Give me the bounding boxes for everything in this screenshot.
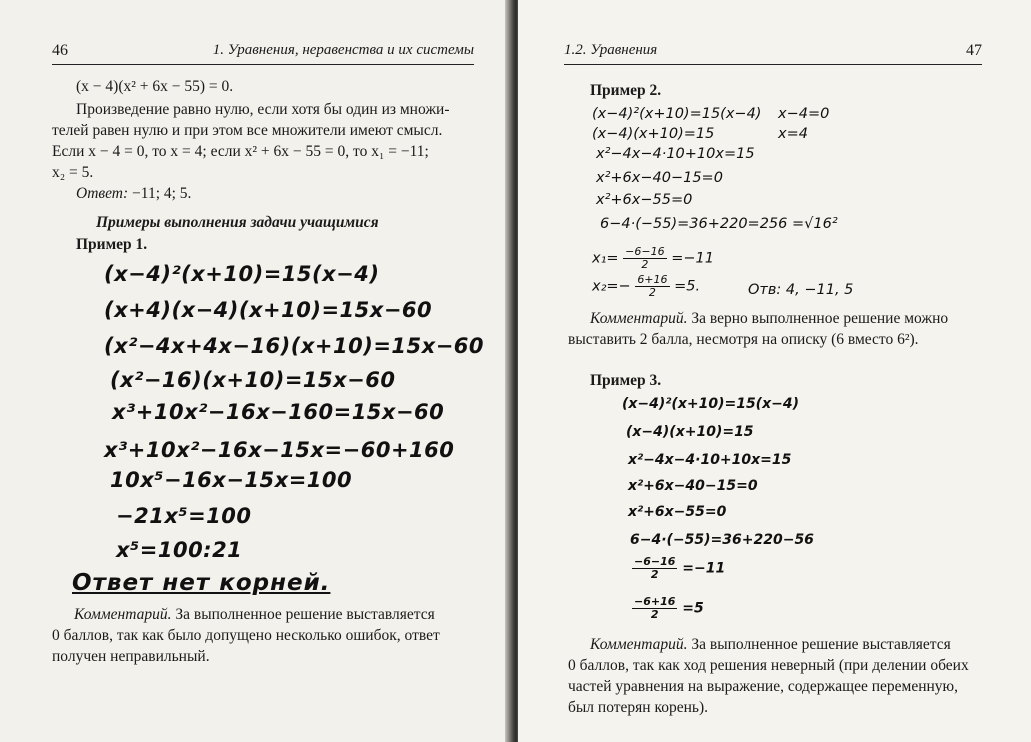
comment2-paragraph: [568, 308, 986, 329]
fraction-2-numerator: −6+16: [634, 595, 676, 608]
fraction-1-denominator: 2: [650, 568, 659, 581]
handwritten-line: x²−4x−4·10+10x=15: [628, 452, 792, 468]
right-page-number: 47: [966, 42, 982, 59]
comment2-line: выставить 2 балла, несмотря на описку (6 вместо 6²).: [568, 331, 919, 348]
handwritten-line: x²+6x−55=0: [628, 504, 727, 520]
handwritten-line: (x−4)(x+10)=15: [592, 126, 715, 142]
handwritten-line: 10x⁵−16x−15x=100: [110, 468, 353, 492]
handwritten-line: x²+6x−40−15=0: [628, 478, 758, 494]
left-page-header: [52, 40, 474, 65]
comment-line: За выполненное решение выставляется: [175, 606, 435, 623]
comment3-label: Комментарий.: [590, 636, 688, 653]
fraction-1-value: =−11: [682, 560, 726, 577]
comment-line: получен неправильный.: [52, 648, 210, 665]
left-header-title: 1. Уравнения, неравенства и их системы: [212, 42, 474, 58]
x2-value: =5.: [674, 278, 701, 295]
right-page: [518, 0, 1031, 742]
comment-line: 0 баллов, так как было допущено несколько ошибок, ответ: [52, 627, 440, 644]
example2-handwritten-answer: Отв: 4, −11, 5: [748, 282, 854, 298]
comment3-line: 0 баллов, так как ход решения неверный (при делении обеих: [568, 657, 969, 674]
right-page-header: [564, 40, 982, 65]
handwritten-line: (x−4)²(x+10)=15(x−4): [104, 262, 380, 286]
handwritten-line: x³+10x²−16x−160=15x−60: [112, 400, 445, 424]
x1-fraction: [623, 246, 666, 271]
fraction-2-value: =5: [682, 600, 704, 617]
handwritten-line: x²−4x−4·10+10x=15: [596, 146, 755, 162]
right-header-title: 1.2. Уравнения: [564, 42, 658, 58]
handwritten-line: 6−4·(−55)=36+220=256 =√16²: [600, 216, 838, 232]
comment3-line: За выполненное решение выставляется: [691, 636, 951, 653]
handwritten-line: (x−4)(x+10)=15: [626, 424, 754, 440]
x2-denominator: 2: [648, 286, 656, 299]
comment2-line: За верно выполненное решение можно: [691, 310, 949, 327]
answer-line: [76, 183, 191, 204]
answer-value: −11; 4; 5.: [132, 185, 192, 202]
answer-label: Ответ:: [76, 185, 129, 202]
fraction-1-numerator: −6−16: [634, 555, 676, 568]
comment3-line: был потерян корень).: [568, 699, 708, 716]
example1-title: Пример 1.: [76, 236, 148, 253]
x2-label: x₂=−: [592, 278, 631, 295]
comment3-paragraph: [568, 634, 986, 655]
handwritten-line: x²+6x−55=0: [596, 192, 693, 208]
handwritten-line: x²+6x−40−15=0: [596, 170, 723, 186]
fraction-2-denominator: 2: [650, 608, 659, 621]
equation-line: (x − 4)(x² + 6x − 55) = 0.: [76, 78, 234, 95]
handwritten-line: x⁵=100:21: [116, 538, 243, 562]
x2-numerator: 6+16: [637, 273, 668, 286]
handwritten-line: (x+4)(x−4)(x+10)=15x−60: [104, 298, 433, 322]
left-page: [0, 0, 512, 742]
fraction-2: [632, 596, 677, 621]
example2-title: Пример 2.: [590, 82, 662, 99]
fraction-1: [632, 556, 677, 581]
comment-paragraph: [52, 604, 476, 625]
handwritten-line: −21x⁵=100: [116, 504, 252, 528]
handwritten-side-line: x−4=0: [778, 106, 830, 122]
x2-fraction: [635, 274, 669, 299]
handwritten-root-x1: [592, 246, 714, 271]
comment-label: Комментарий.: [74, 606, 172, 623]
handwritten-line: (x−4)²(x+10)=15(x−4): [622, 396, 799, 412]
x1-value: =−11: [671, 250, 714, 267]
text-line: Если x − 4 = 0, то x = 4; если x² + 6x − 55 = 0, то x₁ = −11;: [52, 143, 429, 160]
text-line: x₂ = 5.: [52, 164, 94, 181]
comment2-label: Комментарий.: [590, 310, 688, 327]
handwritten-line: x³+10x²−16x−15x=−60+160: [104, 438, 455, 462]
x1-numerator: −6−16: [625, 245, 665, 258]
text-line: телей равен нулю и при этом все множители имеют смысл.: [52, 122, 443, 139]
text-line: Произведение равно нулю, если хотя бы один из множи-: [76, 101, 450, 118]
left-page-number: 46: [52, 42, 68, 59]
x1-label: x₁=: [592, 250, 619, 267]
handwritten-root-x2: [592, 274, 700, 299]
x1-denominator: 2: [641, 258, 649, 271]
handwritten-side-line: x=4: [778, 126, 808, 142]
handwritten-line: (x²−16)(x+10)=15x−60: [110, 368, 396, 392]
example1-handwritten-answer: Ответ нет корней.: [72, 570, 331, 596]
section-title: Примеры выполнения задачи учащимися: [96, 214, 379, 231]
handwritten-line: 6−4·(−55)=36+220−56: [630, 532, 814, 548]
example3-title: Пример 3.: [590, 372, 662, 389]
handwritten-line: (x−4)²(x+10)=15(x−4): [592, 106, 762, 122]
handwritten-line: (x²−4x+4x−16)(x+10)=15x−60: [104, 334, 485, 358]
comment3-line: частей уравнения на выражение, содержащее переменную,: [568, 678, 959, 695]
handwritten-fraction-1: [632, 556, 725, 581]
handwritten-fraction-2: [632, 596, 704, 621]
